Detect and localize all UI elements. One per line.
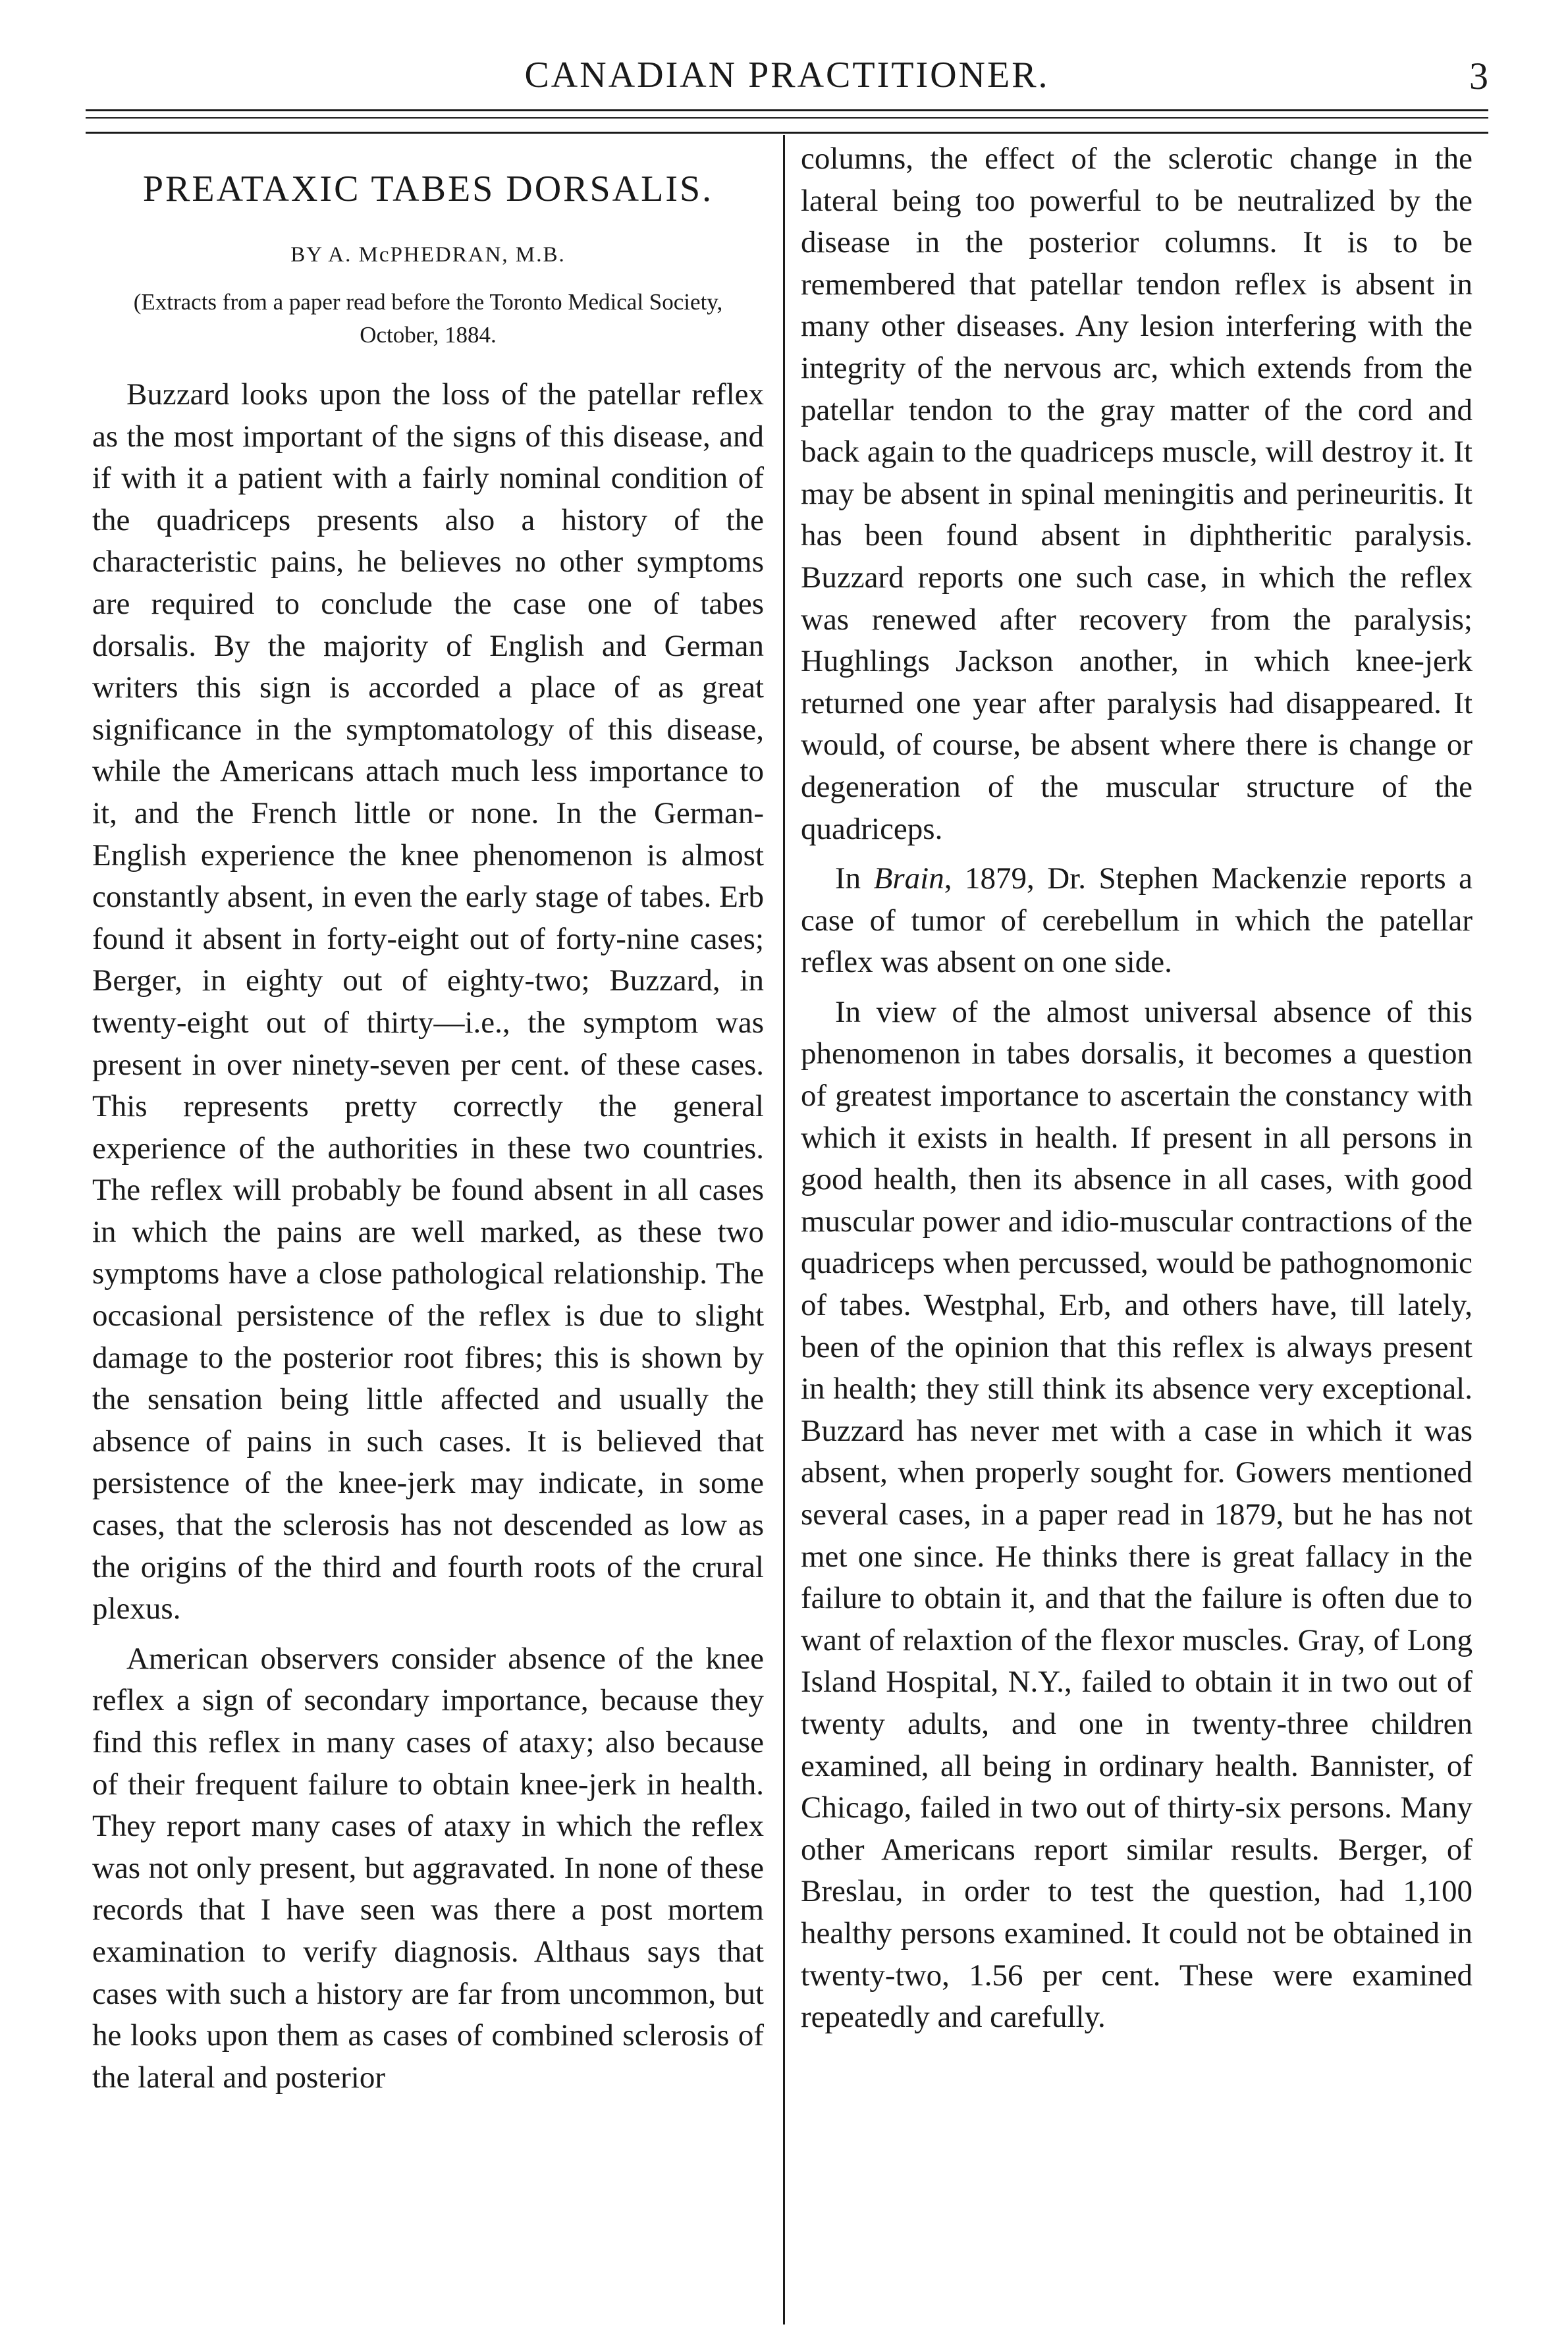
paragraph: Buzzard looks upon the loss of the patellar reflex as the most important of the signs of this disease, and if with it a patient with a fairly nominal condition of the quadriceps presents also a history of the characteristic pains, he believes no other symptoms are required to conclude the case one of tabes dorsalis. By the majority of English and German writers this sign is accorded a place of as great significance in the symptomatology of this disease, while the Americans attach much less importance to it, and the French little or none. In the German-English experience the knee phenomenon is almost constantly absent, in even the early stage of tabes. Erb found it absent in forty-eight out of forty-nine cases; Berger, in eighty out of eighty-two; Buzzard, in twenty-eight out of thirty—i.e., the symptom was present in over ninety-seven per cent. of these cases. This represents pretty correctly the general experience of the authorities in these two countries. The reflex will probably be found absent in all cases in which the pains are well marked, as these two symptoms have a close pathological relationship. The occasional persistence of the reflex is due to slight damage to the posterior root fibres; this is shown by the sensation being little affected and usually the absence of pains in such cases. It is believed that persistence of the knee-jerk may indicate, in some cases, that the sclerosis has not descended as low as the origins of the third and fourth roots of the crural plexus. <box>92 377 764 1626</box>
paragraph-text: , 1879, Dr. Stephen Mackenzie reports a case of tumor of cerebellum in which the patellar reflex was absent on one side. <box>801 861 1473 980</box>
column-divider <box>783 135 785 2324</box>
paragraph <box>801 858 1473 984</box>
header-rule-thin <box>86 117 1488 119</box>
left-column <box>92 138 764 2099</box>
paragraph-continuation: columns, the effect of the sclerotic change in the lateral being too powerful to be neutralized by the disease in the posterior columns. It is to be remembered that patellar tendon reflex is absent in many other diseases. Any lesion interfering with the integrity of the nervous arc, which extends from the patellar tendon to the gray matter of the cord and back again to the quadriceps muscle, will destroy it. It may be absent in spinal meningitis and perineuritis. It has been found absent in diphtheritic paralysis. Buzzard reports one such case, in which the reflex was renewed after recovery from the paralysis; Hughlings Jackson another, in which knee-jerk returned one year after paralysis had disappeared. It would, of course, be absent where there is change or degeneration of the muscular structure of the quadriceps. <box>801 142 1473 846</box>
journal-name: Brain <box>873 861 944 896</box>
byline: BY A. McPHEDRAN, M.B. <box>290 243 566 267</box>
journal-title: CANADIAN PRACTITIONER. <box>524 55 1050 95</box>
running-head <box>86 42 1488 108</box>
article-title: PREATAXIC TABES DORSALIS. <box>142 169 714 209</box>
header-rule-bottom <box>86 132 1488 134</box>
paragraph: In view of the almost universal absence of this phenomenon in tabes dorsalis, it becomes a question of greatest importance to ascertain the constancy with which it exists in health. If present in all persons in good health, then its absence in all cases, with good muscular power and idio-muscular contractions of the quadriceps when percussed, would be pathognomonic of tabes. Westphal, Erb, and others have, till lately, been of the opinion that this reflex is always present in health; they still think its absence very exceptional. Buzzard has never met with a case in which it was absent, when properly sought for. Gowers mentioned several cases, in a paper read in 1879, but he has not met one since. He thinks there is great fallacy in the failure to obtain it, and that the failure is often due to want of relaxtion of the flexor muscles. Gray, of Long Island Hospital, N.Y., failed to obtain it in two out of twenty adults, and one in twenty-three children examined, all being in ordinary health. Bannister, of Chicago, failed in two out of thirty-six persons. Many other Americans report similar results. Berger, of Breslau, in order to test the question, had 1,100 healthy persons examined. It could not be obtained in twenty-two, 1.56 per cent. These were examined repeatedly and carefully. <box>801 994 1473 2035</box>
source-note: (Extracts from a paper read before the Toronto Medical Society, October, 1884. <box>133 289 723 348</box>
paragraph-text: In <box>835 861 874 896</box>
header-rule <box>86 109 1488 111</box>
right-column <box>801 138 1473 2039</box>
paragraph: American observers consider absence of the knee reflex a sign of secondary importance, because they find this reflex in many cases of ataxy; also because of their frequent failure to obtain knee-jerk in health. They report many cases of ataxy in which the reflex was not only present, but aggravated. In none of these records that I have seen was there a post mortem examination to verify diagnosis. Althaus says that cases with such a history are far from uncommon, but he looks upon them as cases of combined sclerosis of the lateral and posterior <box>92 1641 764 2095</box>
page-number: 3 <box>1469 55 1488 97</box>
